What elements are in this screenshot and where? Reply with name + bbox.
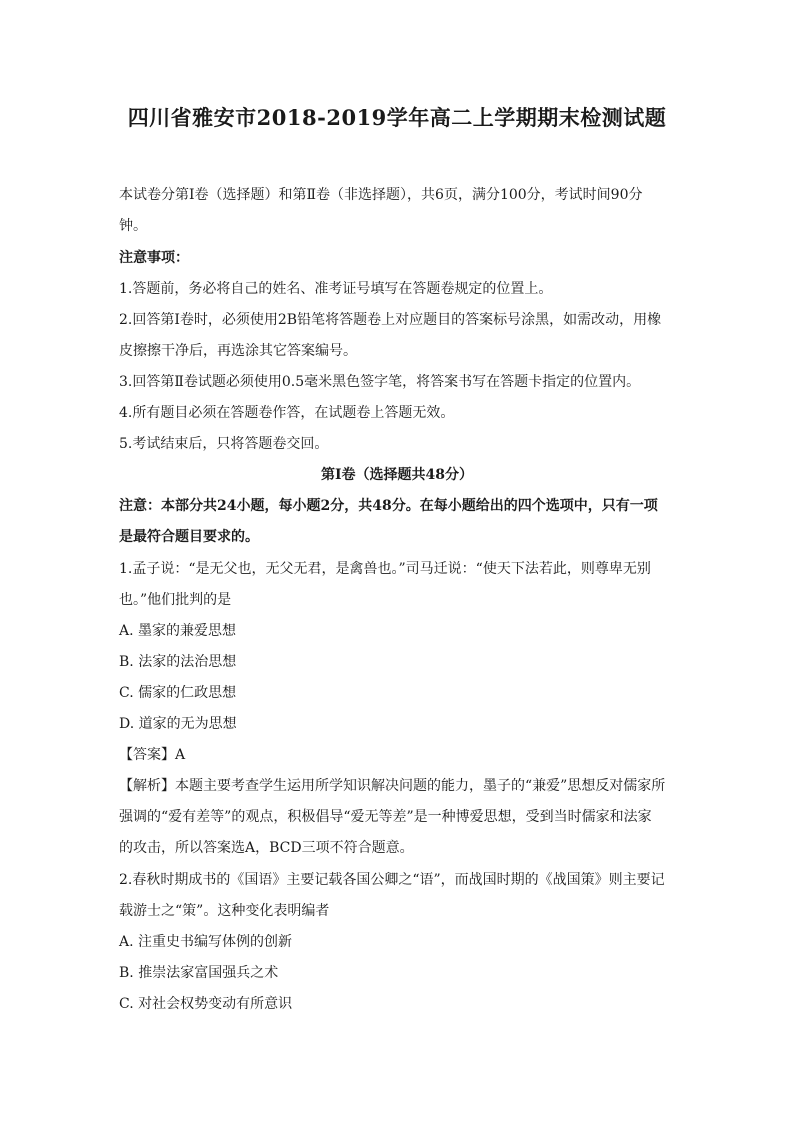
q1-answer: 【答案】A bbox=[119, 747, 186, 763]
q1-analysis-line-2: 强调的“爱有差等”的观点，积极倡导“爱无等差”是一种博爱思想，受到当时儒家和法家 bbox=[119, 809, 652, 825]
q2-option-c: C. 对社会权势变动有所意识 bbox=[119, 996, 293, 1012]
notice-heading: 注意事项： bbox=[119, 250, 189, 266]
intro-line-2: 钟。 bbox=[119, 218, 147, 234]
notice-item-3: 3.回答第Ⅱ卷试题必须使用0.5毫米黑色签字笔，将答案书写在答题卡指定的位置内。 bbox=[119, 374, 641, 390]
notice-item-2-cont: 皮擦擦干净后，再选涂其它答案编号。 bbox=[119, 343, 357, 359]
q2-option-a: A. 注重史书编写体例的创新 bbox=[119, 934, 293, 950]
q1-analysis-line-3: 的攻击，所以答案选A，BCD三项不符合题意。 bbox=[119, 840, 414, 856]
section-note-line-1: 注意：本部分共24小题，每小题2分，共48分。在每小题给出的四个选项中，只有一项 bbox=[119, 498, 658, 514]
q2-option-b: B. 推崇法家富国强兵之术 bbox=[119, 965, 279, 981]
q1-option-c: C. 儒家的仁政思想 bbox=[119, 685, 237, 701]
notice-item-1: 1.答题前，务必将自己的姓名、准考证号填写在答题卷规定的位置上。 bbox=[119, 281, 553, 297]
q1-stem-line-1: 1.孟子说：“是无父也，无父无君，是禽兽也。”司马迁说：“使天下法若此，则尊卑无别 bbox=[119, 561, 651, 577]
q1-analysis-line-1: 【解析】本题主要考查学生运用所学知识解决问题的能力，墨子的“兼爱”思想反对儒家所 bbox=[119, 778, 666, 794]
q1-option-a: A. 墨家的兼爱思想 bbox=[119, 623, 237, 639]
notice-item-2: 2.回答第Ⅰ卷时，必须使用2B铅笔将答题卷上对应题目的答案标号涂黑，如需改动，用橡 bbox=[119, 312, 662, 328]
section-note-line-2: 是最符合题目要求的。 bbox=[119, 529, 259, 545]
q1-stem-line-2: 也。”他们批判的是 bbox=[119, 592, 232, 608]
notice-item-4: 4.所有题目必须在答题卷作答，在试题卷上答题无效。 bbox=[119, 405, 455, 421]
q1-option-b: B. 法家的法治思想 bbox=[119, 654, 237, 670]
notice-item-5: 5.考试结束后，只将答题卷交回。 bbox=[119, 436, 329, 452]
q2-stem-line-2: 载游士之“策”。这种变化表明编者 bbox=[119, 903, 330, 919]
section-heading: 第Ⅰ卷（选择题共48分） bbox=[320, 467, 474, 483]
q1-option-d: D. 道家的无为思想 bbox=[119, 716, 237, 732]
q2-stem-line-1: 2.春秋时期成书的《国语》主要记载各国公卿之“语”，而战国时期的《战国策》则主要记 bbox=[119, 872, 665, 888]
page-title: 四川省雅安市2018-2019学年高二上学期期末检测试题 bbox=[127, 105, 667, 130]
intro-line-1: 本试卷分第Ⅰ卷（选择题）和第Ⅱ卷（非选择题），共6页，满分100分，考试时间90分 bbox=[119, 187, 643, 203]
